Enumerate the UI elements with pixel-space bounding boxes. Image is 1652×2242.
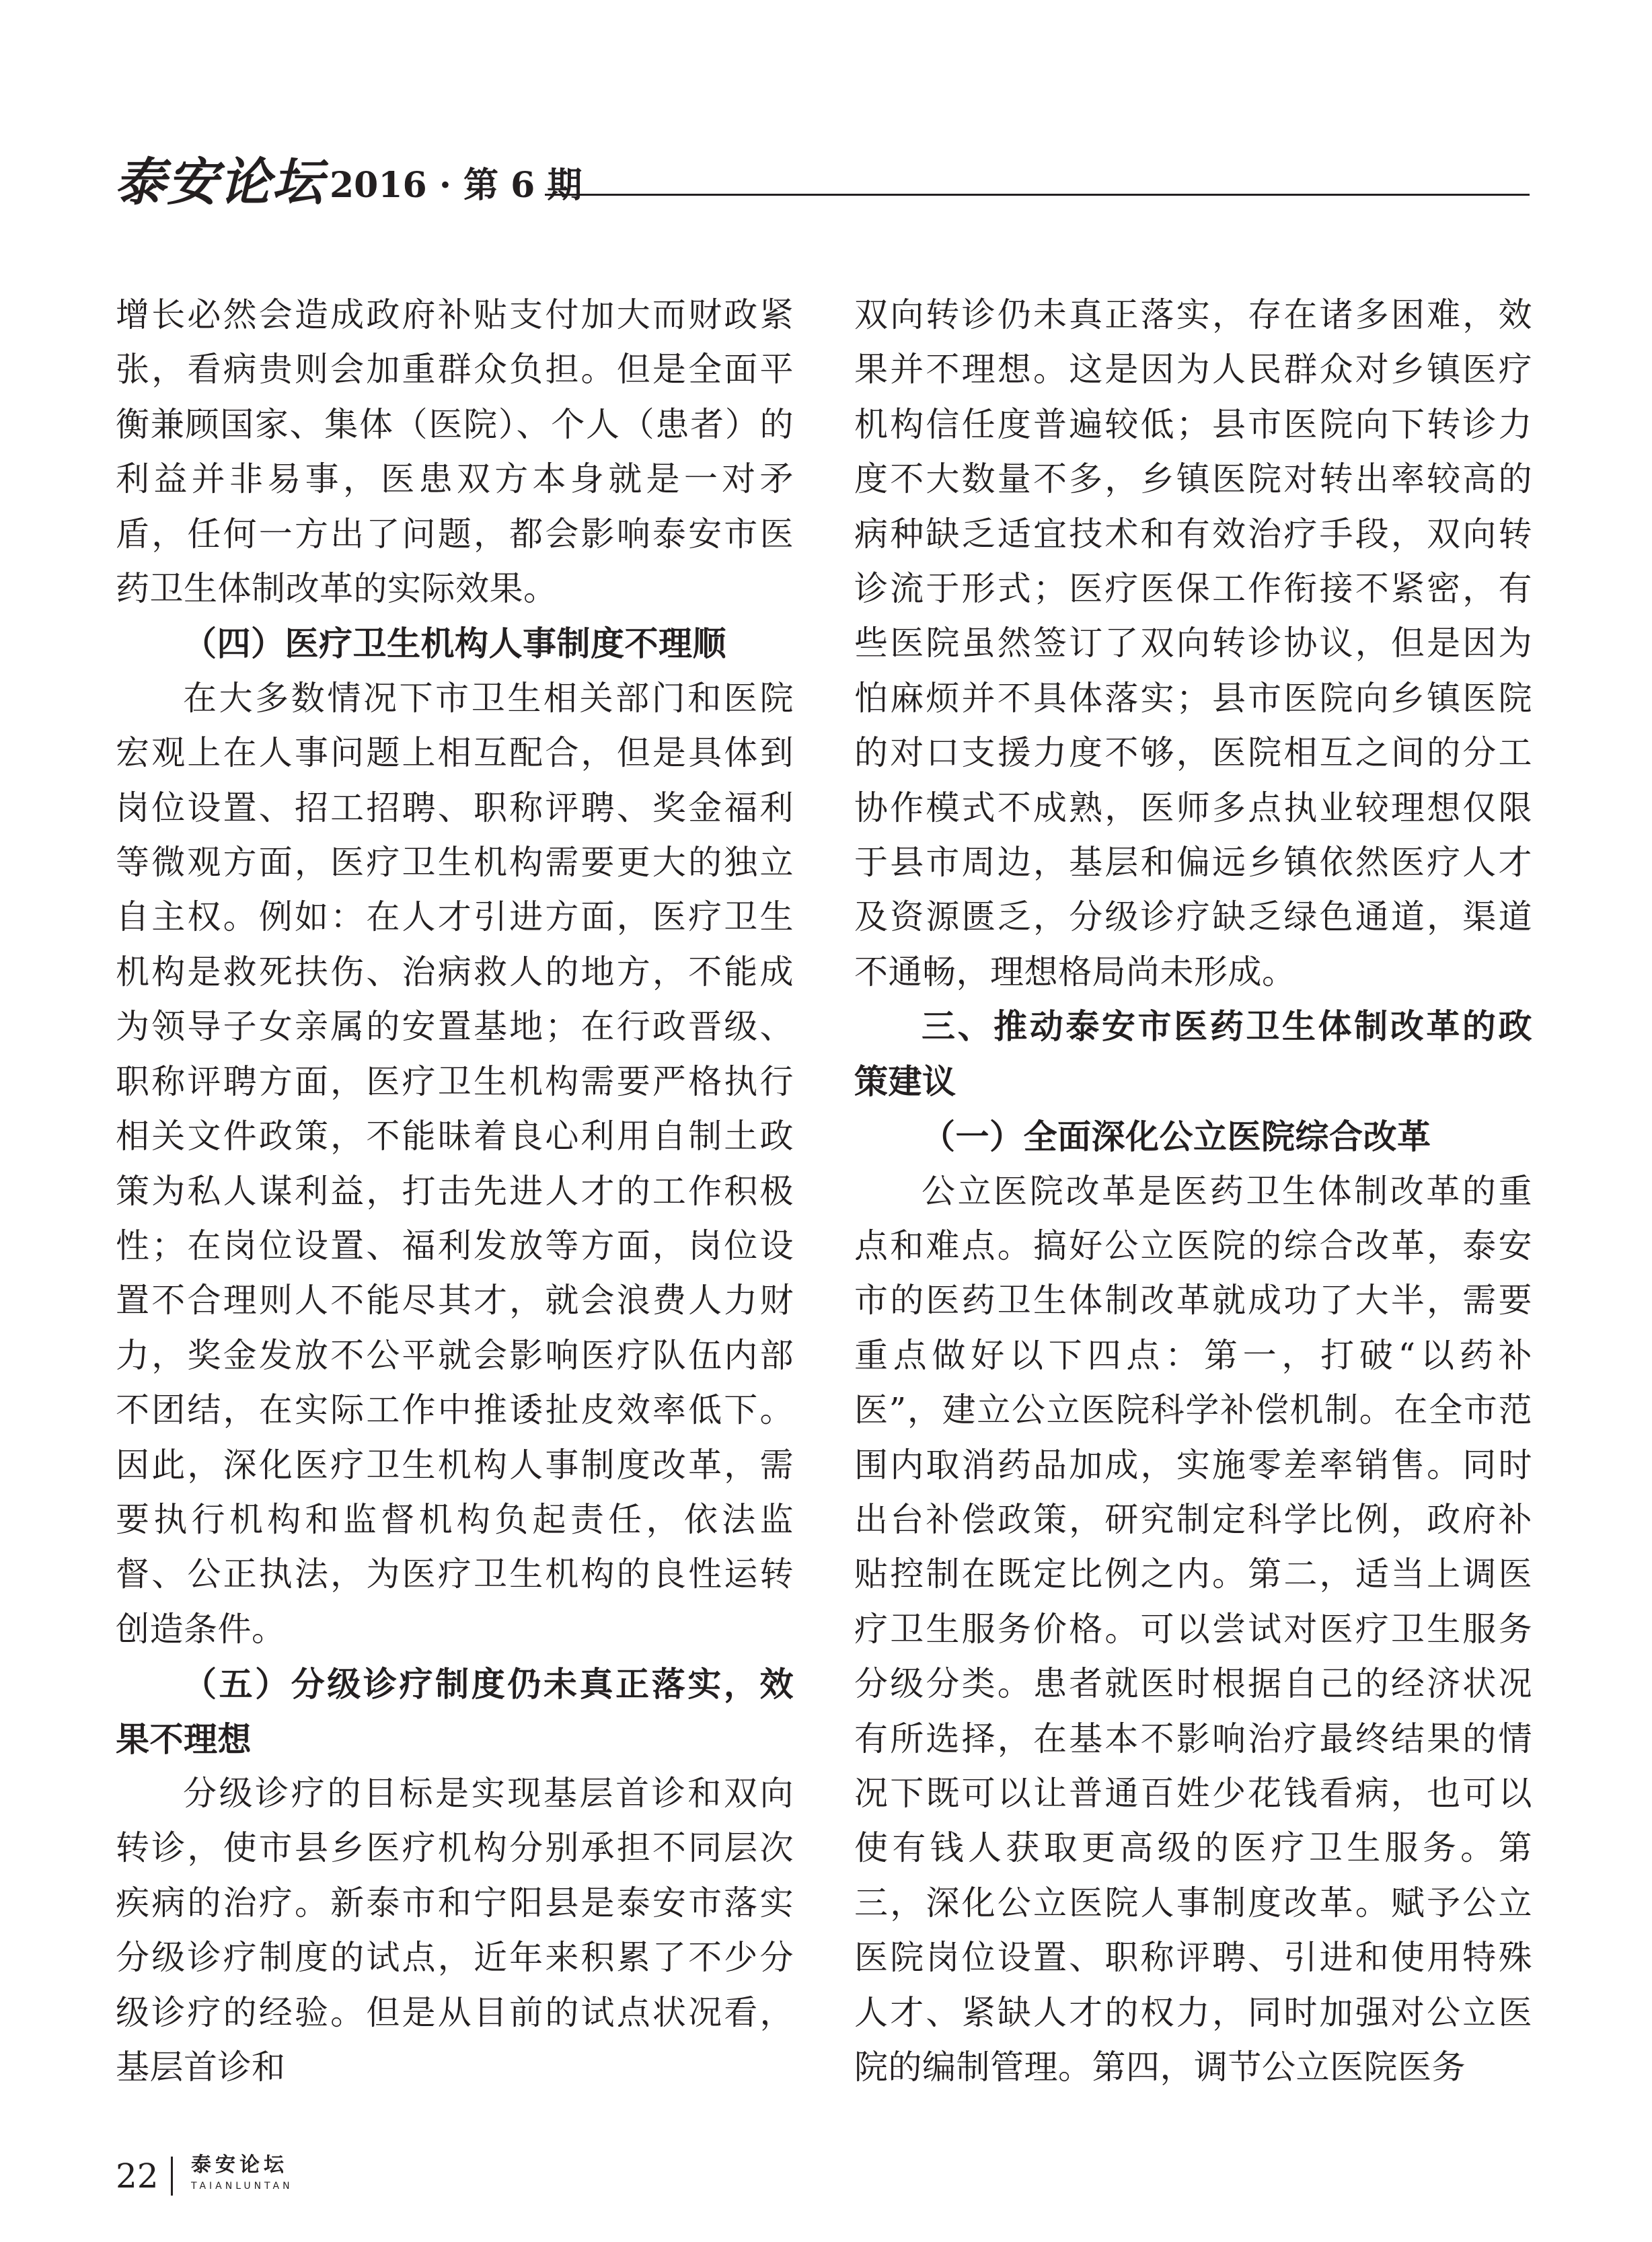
right-column bbox=[854, 288, 1532, 2095]
subsection-heading: （一）全面深化公立医院综合改革 bbox=[922, 1117, 1431, 1157]
page-header bbox=[114, 152, 1530, 213]
header-rule bbox=[545, 194, 1530, 196]
page-footer bbox=[116, 2153, 519, 2206]
paragraph: 在大多数情况下市卫生相关部门和医院宏观上在人事问题上相互配合，但是具体到岗位设置、招工招聘、职称评聘、奖金福利等微观方面，医疗卫生机构需要更大的独立自主权。例如：在人才引进方面，医疗卫生机构是救死扶伤、治病救人的地方，不能成为领导子女亲属的安置基地；在行政晋级、职称评聘方面，医疗卫生机构需要严格执行相关文件政策，不能昧着良心利用自制土政策为私人谋利益，打击先进人才的工作积极性；在岗位设置、福利发放等方面，岗位设置不合理则人不能尽其才，就会浪费人力财力，奖金发放不公平就会影响医疗队伍内部不团结，在实际工作中推诿扯皮效率低下。因此，深化医疗卫生机构人事制度改革，需要执行机构和监督机构负起责任，依法监督、公正执法，为医疗卫生机构的良性运转创造条件。 bbox=[116, 678, 794, 1649]
footer-journal-name: 泰安论坛 bbox=[191, 2153, 288, 2177]
subsection-heading: （五）分级诊疗制度仍未真正落实，效果不理想 bbox=[116, 1664, 794, 1759]
subsection-heading: （四）医疗卫生机构人事制度不理顺 bbox=[183, 624, 726, 664]
paragraph: 分级诊疗的目标是实现基层首诊和双向转诊，使市县乡医疗机构分别承担不同层次疾病的治疗。新泰市和宁阳县是泰安市落实分级诊疗制度的试点，近年来积累了不少分级诊疗的经验。但是从目前的试点状况看，基层首诊和 bbox=[116, 1773, 794, 2087]
paragraph: 双向转诊仍未真正落实，存在诸多困难，效果并不理想。这是因为人民群众对乡镇医疗机构信任度普遍较低；县市医院向下转诊力度不大数量不多，乡镇医院对转出率较高的病种缺乏适宜技术和有效治疗手段，双向转诊流于形式；医疗医保工作衔接不紧密，有些医院虽然签订了双向转诊协议，但是因为怕麻烦并不具体落实；县市医院向乡镇医院的对口支援力度不够，医院相互之间的分工协作模式不成熟，医师多点执业较理想仅限于县市周边，基层和偏远乡镇依然医疗人才及资源匮乏，分级诊疗缺乏绿色通道，渠道不通畅，理想格局尚未形成。 bbox=[854, 295, 1532, 992]
page-number: 22 bbox=[116, 2157, 159, 2196]
journal-logo-title: 泰安论坛 bbox=[114, 152, 324, 212]
section-heading: 三、推动泰安市医药卫生体制改革的政策建议 bbox=[854, 1007, 1532, 1101]
issue-label: 2016 · 第 6 期 bbox=[330, 165, 583, 206]
left-column bbox=[116, 288, 794, 2095]
paragraph: 增长必然会造成政府补贴支付加大而财政紧张，看病贵则会加重群众负担。但是全面平衡兼顾国家、集体（医院）、个人（患者）的利益并非易事，医患双方本身就是一对矛盾，任何一方出了问题，都会影响泰安市医药卫生体制改革的实际效果。 bbox=[116, 295, 794, 609]
paragraph: 公立医院改革是医药卫生体制改革的重点和难点。搞好公立医院的综合改革，泰安市的医药卫生体制改革就成功了大半，需要重点做好以下四点：第一，打破“以药补医”，建立公立医院科学补偿机制。在全市范围内取消药品加成，实施零差率销售。同时出台补偿政策，研究制定科学比例，政府补贴控制在既定比例之内。第二，适当上调医疗卫生服务价格。可以尝试对医疗卫生服务分级分类。患者就医时根据自己的经济状况有所选择，在基本不影响治疗最终结果的情况下既可以让普通百姓少花钱看病，也可以使有钱人获取更高级的医疗卫生服务。第三，深化公立医院人事制度改革。赋予公立医院岗位设置、职称评聘、引进和使用特殊人才、紧缺人才的权力，同时加强对公立医院的编制管理。第四，调节公立医院医务 bbox=[854, 1171, 1532, 2087]
footer-journal-pinyin: TAIANLUNTAN bbox=[191, 2181, 293, 2192]
footer-divider bbox=[171, 2157, 173, 2196]
